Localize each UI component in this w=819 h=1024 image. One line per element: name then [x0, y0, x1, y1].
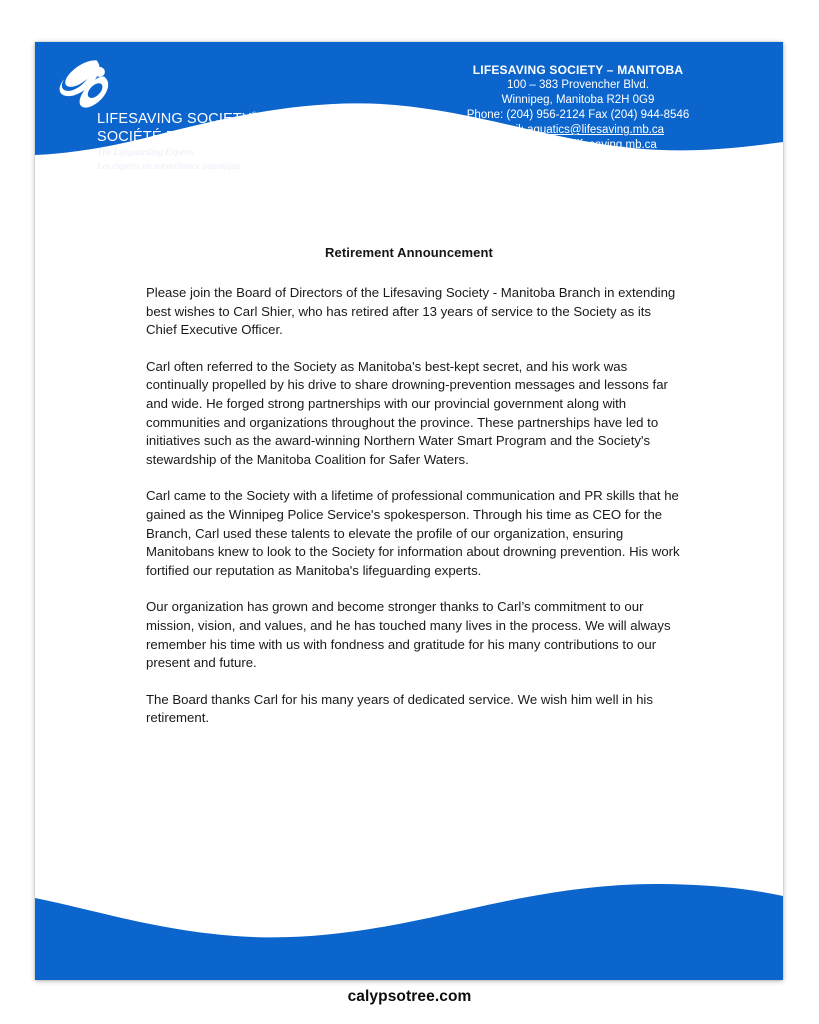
organization-name: LIFESAVING SOCIETY – MANITOBA	[472, 63, 684, 77]
tagline-en: The Lifeguarding Experts	[97, 148, 195, 158]
address-line-1: 100 – 383 Provencher Blvd.	[507, 79, 649, 91]
letter-paragraph: Carl came to the Society with a lifetime of professional communication and PR skills that he gained as the Winnipeg Police Service's spokesperson. Through his time as CEO for the Branch, Carl used these talents to elevate the profile of our organization, ensuring Manitobans knew to look to the Society for information about drowning prevention. His work fortified our reputation as Manitoba's lifeguarding experts.	[146, 488, 680, 578]
email-label: Email:	[491, 124, 524, 136]
lifesaving-society-swoosh-icon	[55, 55, 113, 113]
phone-fax-line: Phone: (204) 956-2124 Fax (204) 944-8546	[466, 109, 690, 121]
brand-wordmark	[97, 107, 317, 146]
website-line	[413, 138, 743, 153]
footer-wave-shape	[35, 870, 783, 980]
wordmark-line-en	[97, 107, 317, 128]
site-watermark: calypsotree.com	[347, 988, 472, 1005]
website-label: Website:	[499, 139, 544, 151]
email-link[interactable]: aquatics@lifesaving.mb.ca	[527, 124, 665, 136]
contact-info-block	[413, 62, 743, 153]
letter-body	[35, 194, 783, 746]
wordmark-line-fr: SOCIÉTÉ DE SAUVETAGE	[97, 128, 280, 145]
tagline-fr: Les experts en surveillance aquatique	[97, 161, 241, 172]
letter-paragraph-list	[35, 284, 783, 728]
wordmark-text-en: LIFESAVING SOCIETY	[97, 110, 252, 127]
letterhead-footer	[35, 870, 783, 980]
email-line	[413, 123, 743, 138]
address-line-2: Winnipeg, Manitoba R2H 0G9	[501, 94, 655, 106]
registered-mark: ®	[251, 112, 258, 119]
letterhead-header	[35, 42, 783, 194]
document-page	[35, 42, 783, 980]
letter-paragraph: Our organization has grown and become stronger thanks to Carl’s commitment to our mission, vision, and values, and he has touched many lives in the process. We will always remember his time with us with fondness and gratitude for his many contributions to our present and future.	[146, 599, 671, 671]
letter-paragraph: Carl often referred to the Society as Manitoba's best-kept secret, and his work was continually propelled by his drive to share drowning-prevention messages and lessons far and wide. He forged strong partnerships with our provincial government along with communities and organizations throughout the province. These partnerships have led to initiatives such as the award-winning Northern Water Smart Program and the Society's stewardship of the Manitoba Coalition for Safer Waters.	[146, 358, 668, 467]
letter-paragraph: The Board thanks Carl for his many years of dedicated service. We wish him well in his retirement.	[146, 691, 653, 726]
page-title: Retirement Announcement	[325, 245, 493, 260]
website-address[interactable]: www.lifesaving.mb.ca	[546, 139, 657, 151]
brand-tagline	[97, 147, 327, 174]
letter-paragraph: Please join the Board of Directors of the Lifesaving Society - Manitoba Branch in extending best wishes to Carl Shier, who has retired after 13 years of service to the Society as its Chief Executive Officer.	[146, 285, 676, 338]
